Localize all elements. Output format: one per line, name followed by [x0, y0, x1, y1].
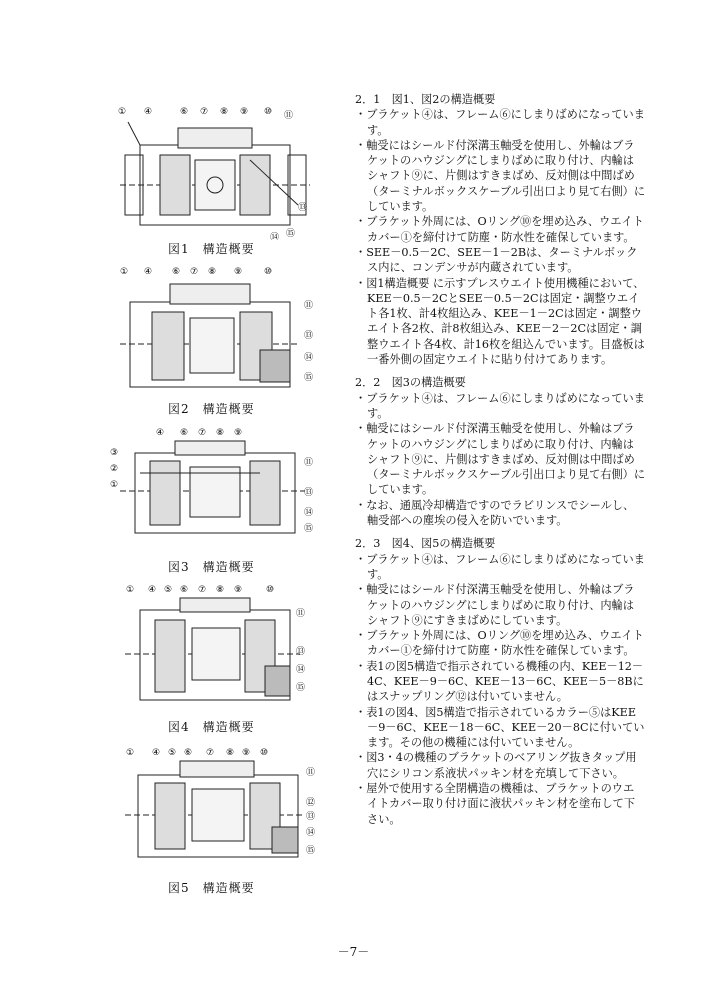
list-item: ・ ブラケット④は、フレーム⑥にしまりばめになっています。 [355, 391, 645, 422]
section-2-3 [355, 536, 645, 827]
callout: ⑩ [264, 267, 273, 277]
callout: ⑪ [304, 301, 314, 311]
callout: ⑨ [234, 585, 243, 595]
callout: ⑩ [264, 107, 273, 117]
callout: ④ [152, 748, 161, 758]
figure-3-drawing [100, 423, 330, 548]
figure-4 [100, 580, 330, 715]
figure-2-drawing [100, 262, 330, 397]
callout: ⑮ [306, 846, 316, 856]
callout: ⑦ [190, 267, 199, 277]
callout: ④ [156, 428, 165, 438]
list-item: ・ なお、通風冷却構造ですのでラビリンスでシールし、軸受部への塵埃の侵入を防いでいます。 [355, 498, 645, 529]
list-item: ・ ブラケット④は、フレーム⑥にしまりばめになっています。 [355, 107, 645, 138]
section-heading: 2．3 図4、図5の構造概要 [355, 537, 496, 551]
callout: ④ [144, 107, 153, 117]
callout: ⑭ [304, 353, 314, 363]
list-item: ・ ブラケット④は、フレーム⑥にしまりばめになっています。 [355, 552, 645, 583]
callout: ⑥ [180, 107, 189, 117]
callout: ⑪ [296, 609, 306, 619]
callout: ⑬ [306, 812, 316, 822]
figure-5-drawing [100, 743, 330, 868]
callout: ⑪ [284, 111, 294, 121]
callout: ① [110, 480, 119, 490]
list-item: ・ SEE－0.5－2C、SEE－1－2Bは、ターミナルボックス内に、コンデンサが内蔵されています。 [355, 245, 645, 276]
callout: ⑧ [220, 107, 229, 117]
list-item: ・ 屋外で使用する全閉構造の機種は、ブラケットのウエイトカバー取り付け面に液状パッキン材を塗布して下さい。 [355, 781, 645, 827]
callout: ⑨ [234, 428, 243, 438]
callout: ⑧ [216, 585, 225, 595]
figure-2-caption: 図2 構造概要 [168, 402, 255, 416]
figure-5 [100, 743, 330, 868]
callout: ⑨ [242, 748, 251, 758]
figure-2 [100, 262, 330, 397]
callout: ⑮ [296, 683, 306, 693]
callout: ⑧ [216, 428, 225, 438]
callout: ⑩ [260, 748, 269, 758]
callout: ⑮ [304, 373, 314, 383]
callout: ⑪ [304, 458, 314, 468]
callout: ⑨ [234, 267, 243, 277]
list-item: ・ 表1の図4、図5構造で指示されているカラー⑤はKEE－9－6C、KEE－18－6C、KEE－20－8Cに付いています。その他の機種には付いていません。 [355, 705, 645, 751]
figure-1 [100, 100, 330, 240]
list-item: ・ ブラケット外周には、Oリング⑩を埋め込み、ウエイトカバー①を締付けて防塵・防水性を確保しています。 [355, 628, 645, 659]
callout: ⑫ [306, 798, 316, 808]
callout: ⑨ [240, 107, 249, 117]
figure-4-caption: 図4 構造概要 [168, 720, 255, 734]
callout: ⑤ [168, 748, 177, 758]
callout: ⑭ [270, 233, 280, 240]
list-item: ・ ブラケット外周には、Oリング⑩を埋め込み、ウエイトカバー①を締付けて防塵・防水性を確保しています。 [355, 214, 645, 245]
list-item: ・ 図3・4の機種のブラケットのベアリング抜きタップ用穴にシリコン系液状パッキン材を充填して下さい。 [355, 750, 645, 781]
callout: ⑭ [306, 828, 316, 838]
figure-4-drawing [100, 580, 330, 715]
page-number: －7－ [337, 945, 370, 959]
callout: ① [118, 107, 127, 117]
list-item: ・ 軸受にはシールド付深溝玉軸受を使用し、外輪はブラケットのハウジングにしまりばめに取り付け、内輪はシャフト⑨にすきまばめにしています。 [355, 582, 645, 628]
callout: ⑦ [198, 428, 207, 438]
callout: ⑥ [180, 585, 189, 595]
callout: ⑬ [304, 488, 314, 498]
figure-1-drawing [100, 100, 330, 240]
callout: ① [126, 585, 135, 595]
callout: ① [120, 267, 129, 277]
callout: ⑦ [206, 748, 215, 758]
callout: ⑮ [304, 524, 314, 534]
callout: ④ [144, 267, 153, 277]
callout: ⑩ [266, 585, 275, 595]
figure-1-caption: 図1 構造概要 [168, 242, 255, 256]
list-item: ・ 図1構造概要 に示すプレスウエイト使用機種において、KEE－0.5－2CとSEE－0.5－2Cは固定・調整ウエイト各1枚、計4枚組込み、KEE－1－2Cは固定・調整ウエイト各2枚、計8枚組込み、KEE－2－2Cは固定・調整ウエイト各4枚、計16枚を組込んでいます。目盛板は一番外側の固定ウエイトに貼り付けてあります。 [355, 276, 645, 368]
callout: ③ [110, 448, 119, 458]
callout: ⑪ [306, 768, 316, 778]
text-column [355, 92, 645, 835]
callout: ⑬ [298, 203, 308, 213]
figure-3-caption: 図3 構造概要 [168, 560, 255, 574]
callout: ⑦ [200, 107, 209, 117]
figure-5-caption: 図5 構造概要 [168, 881, 255, 895]
callout: ② [110, 464, 119, 474]
section-2-1 [355, 92, 645, 367]
callout: ① [126, 748, 135, 758]
callout: ⑧ [226, 748, 235, 758]
callout: ⑬ [304, 331, 314, 341]
callout: ⑬ [296, 647, 306, 657]
figure-3 [100, 423, 330, 548]
callout: ⑥ [172, 267, 181, 277]
list-item: ・ 軸受にはシールド付深溝玉軸受を使用し、外輪はブラケットのハウジングにしまりばめに取り付け、内輪はシャフト⑨に、片側はすきまばめ、反対側は中間ばめ（ターミナルボックスケーブル引出口より見て右側）にしています。 [355, 421, 645, 497]
callout: ⑮ [286, 229, 296, 239]
callout: ⑥ [184, 748, 193, 758]
callout: ⑧ [208, 267, 217, 277]
section-heading: 2．2 図3の構造概要 [355, 376, 466, 390]
section-heading: 2．1 図1、図2の構造概要 [355, 93, 496, 106]
callout: ⑭ [296, 665, 306, 675]
callout: ⑭ [304, 508, 314, 518]
section-2-2 [355, 375, 645, 528]
callout: ⑦ [198, 585, 207, 595]
callout: ⑤ [164, 585, 173, 595]
callout: ④ [148, 585, 157, 595]
callout: ⑥ [180, 428, 189, 438]
list-item: ・ 表1の図5構造で指示されている機種の内、KEE－12－4C、KEE－9－6C、KEE－13－6C、KEE－5－8Bにはスナップリング⑫は付いていません。 [355, 659, 645, 705]
list-item: ・ 軸受にはシールド付深溝玉軸受を使用し、外輪はブラケットのハウジングにしまりばめに取り付け、内輪はシャフト⑨に、片側はすきまばめ、反対側は中間ばめ（ターミナルボックスケーブル引出口より見て右側）にしています。 [355, 138, 645, 214]
